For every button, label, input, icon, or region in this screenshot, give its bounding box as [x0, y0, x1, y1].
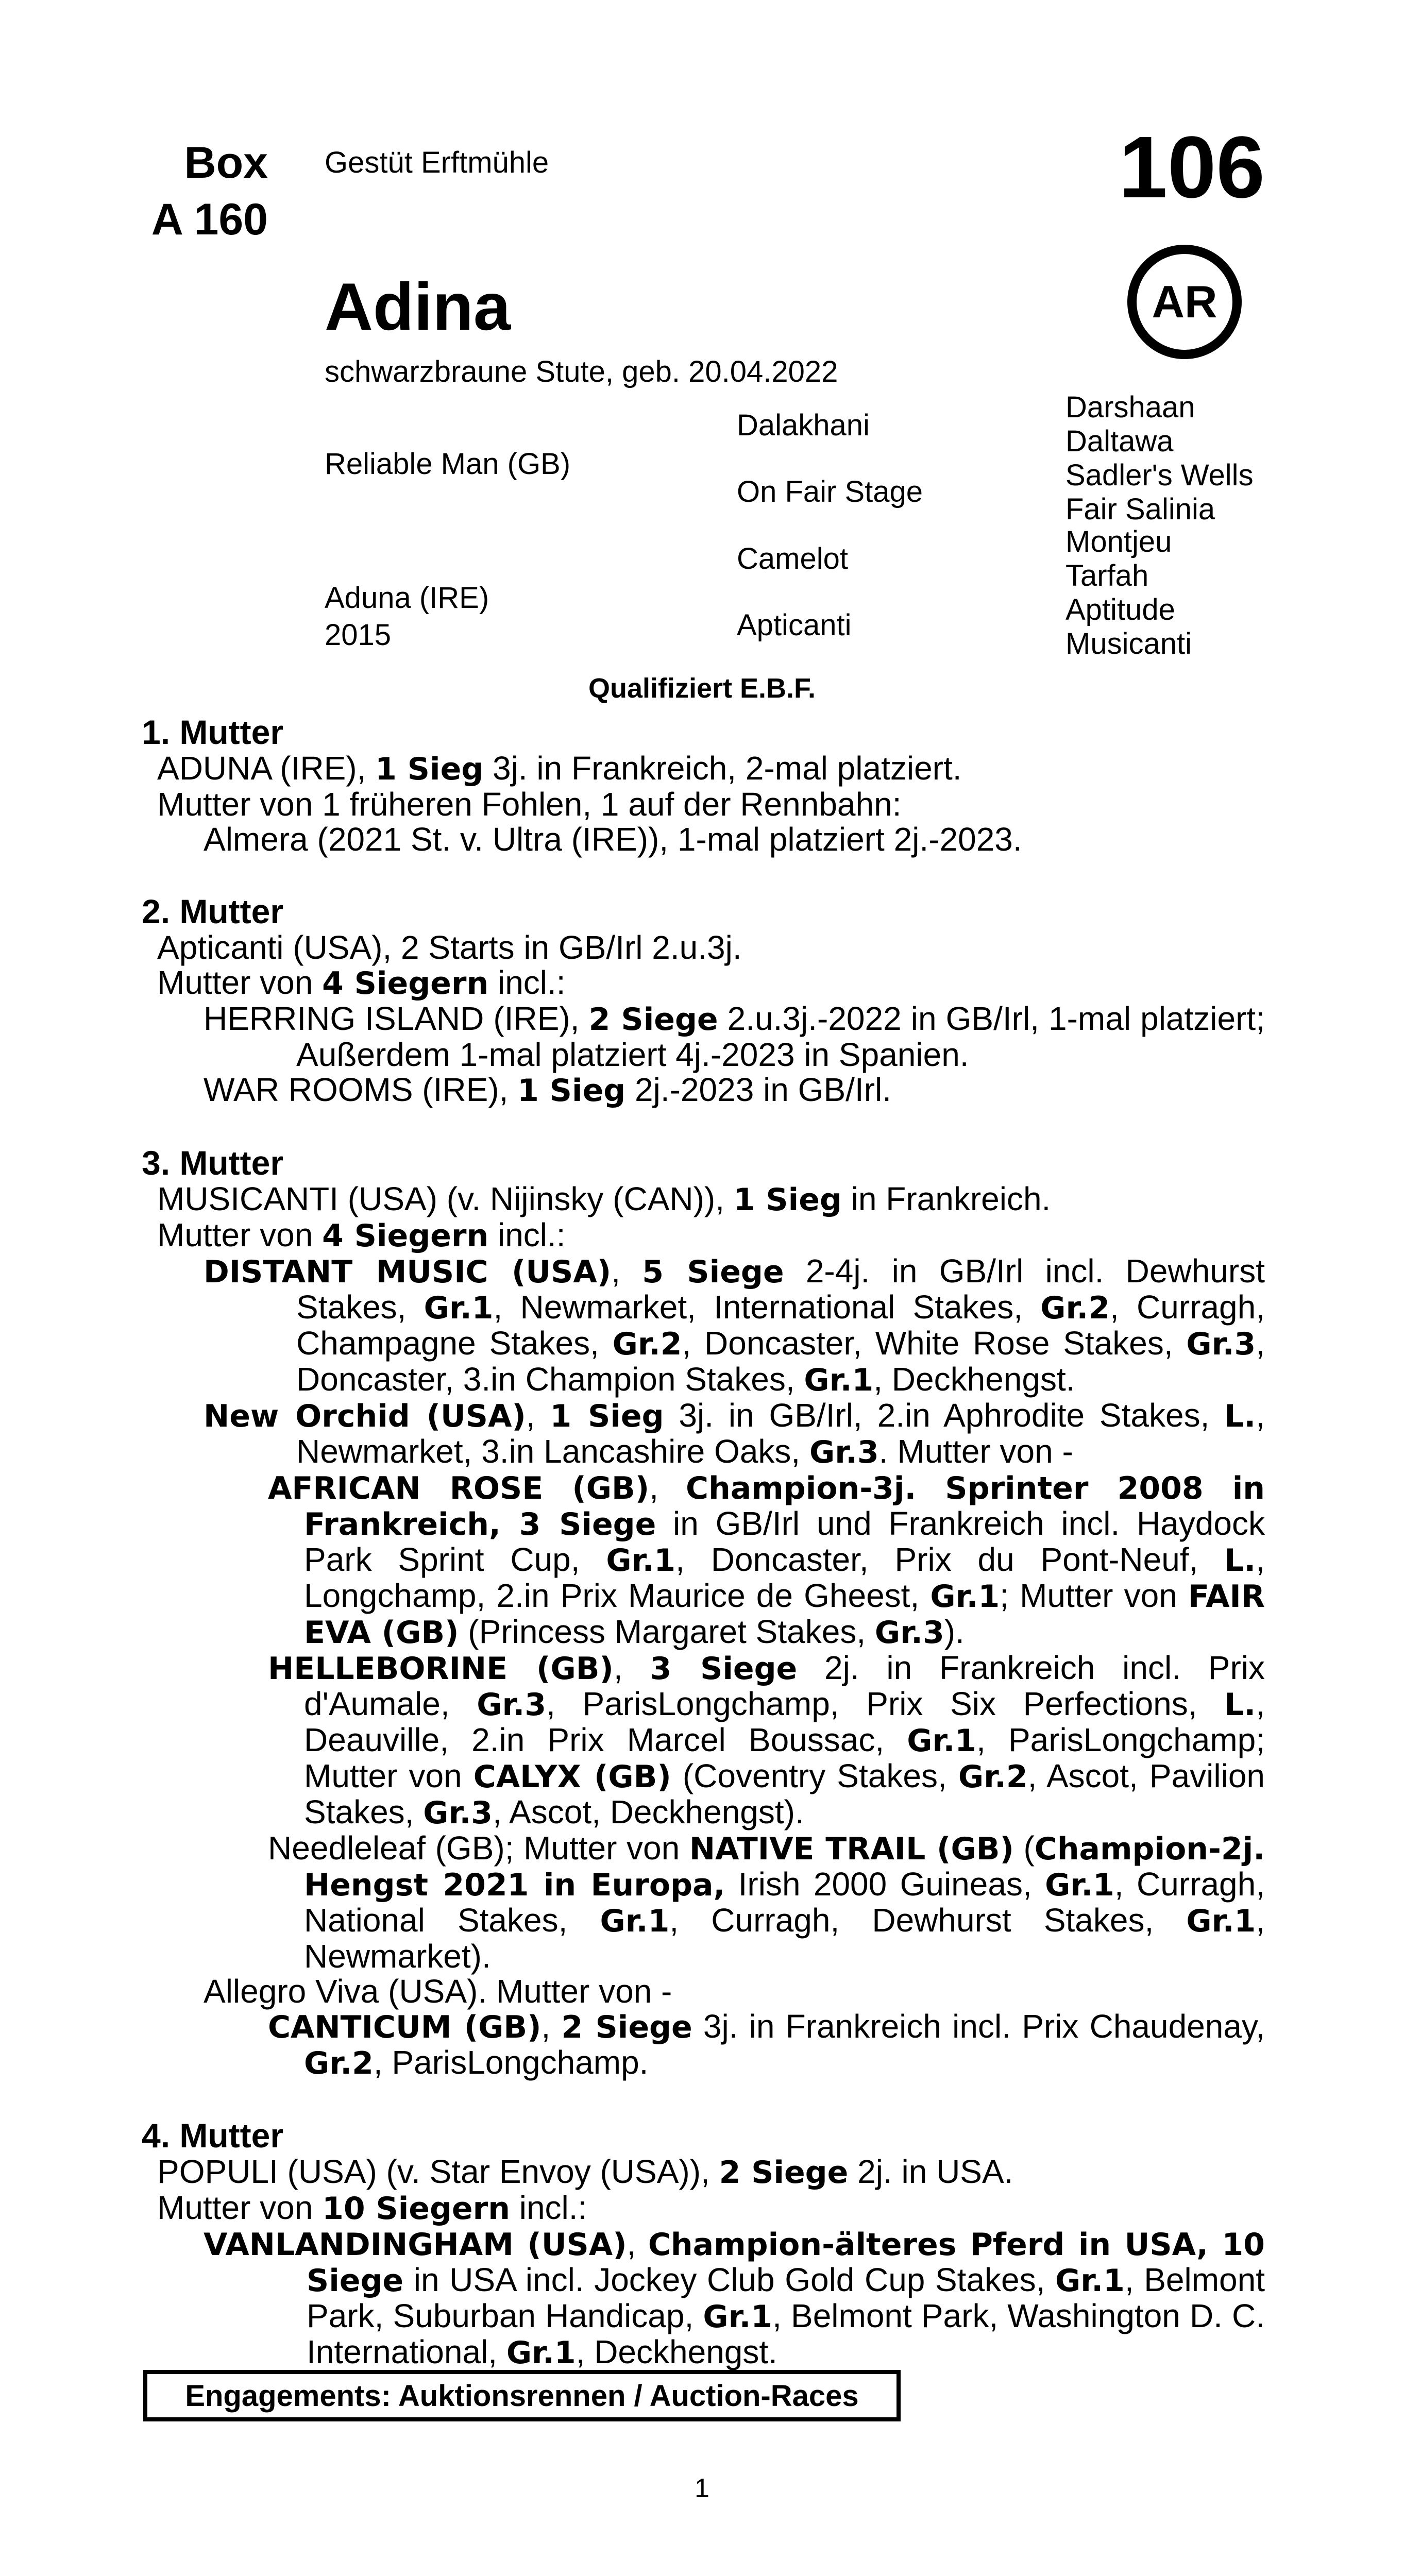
bold-text: L.	[1224, 1398, 1256, 1434]
box-number: A 160	[151, 195, 268, 244]
family-line	[142, 2154, 1265, 2190]
text-run: in Frankreich.	[841, 1180, 1051, 1217]
text-run: 2j. in Frankreich incl. Prix d'Aumale,	[304, 1649, 1265, 1722]
pedigree-grandparent: Apticanti	[737, 608, 852, 642]
text-run: (Coventry Stakes,	[671, 1757, 958, 1794]
bold-text: Gr.3	[477, 1687, 547, 1723]
horse-name: Adina	[325, 269, 511, 344]
family-line	[142, 822, 1265, 857]
family-line	[142, 1831, 1265, 1974]
text-run: , Doncaster, Prix du Pont-Neuf,	[675, 1541, 1225, 1578]
pedigree-great-grandparent: Daltawa	[1065, 425, 1174, 458]
ar-badge: AR	[1127, 245, 1242, 359]
text-run: , Ascot, Deckhengst).	[493, 1793, 804, 1831]
text-run: , Curragh, National Stakes,	[304, 1866, 1265, 1939]
family-line	[142, 1072, 1265, 1108]
pedigree-grandparent: Camelot	[737, 542, 848, 575]
text-run: , Longchamp, 2.in Prix Maurice de Gheest,	[304, 1541, 1265, 1614]
text-run: , Doncaster, White Rose Stakes,	[682, 1325, 1187, 1362]
family-line	[142, 930, 1265, 965]
bold-text: Gr.1	[1055, 2263, 1125, 2299]
text-run: POPULI (USA) (v. Star Envoy (USA)),	[157, 2153, 719, 2190]
family-line	[142, 1001, 1265, 1072]
family-line	[142, 751, 1265, 787]
text-run: , Belmont Park, Washington D. C. International,	[307, 2297, 1265, 2370]
bold-text: Gr.1	[600, 1903, 670, 1939]
text-run: , Deckhengst.	[576, 2333, 777, 2370]
bold-text: Gr.1	[1186, 1903, 1256, 1939]
pedigree-great-grandparent: Musicanti	[1065, 627, 1192, 660]
bold-text: Champion-älteres Pferd in USA, 10 Siege	[307, 2227, 1265, 2299]
bold-text: Gr.1	[1045, 1867, 1114, 1903]
horse-description: schwarzbraune Stute, geb. 20.04.2022	[325, 355, 838, 388]
family-line	[142, 2226, 1265, 2370]
text-run: , Deauville, 2.in Prix Marcel Boussac,	[304, 1685, 1265, 1758]
bold-text: Champion-2j. Hengst 2021 in Europa,	[304, 1831, 1265, 1903]
bold-text: NATIVE TRAIL (GB)	[689, 1831, 1014, 1867]
text-run: Needleleaf (GB); Mutter von	[268, 1829, 689, 1867]
text-run: , Newmarket).	[304, 1902, 1265, 1975]
bold-text: Gr.1	[703, 2299, 773, 2335]
pedigree-dam-year: 2015	[325, 618, 392, 652]
bold-text: VANLANDINGHAM (USA)	[204, 2227, 627, 2263]
section-title: 4. Mutter	[142, 2116, 284, 2155]
bold-text: Champion-3j. Sprinter 2008 in Frankreich, 3 Siege	[304, 1470, 1265, 1543]
pedigree-great-grandparent: Tarfah	[1065, 559, 1149, 592]
bold-text: New Orchid (USA)	[204, 1398, 526, 1434]
text-run: 2j. in USA.	[848, 2153, 1013, 2190]
text-run: ,	[526, 1397, 550, 1434]
text-run: , ParisLongchamp.	[373, 2044, 649, 2081]
text-run: ,	[649, 1469, 686, 1506]
bold-text: 1 Sieg	[517, 1073, 626, 1109]
text-run: incl.:	[510, 2189, 587, 2226]
text-run: Mutter von	[157, 2189, 323, 2226]
bold-text: Gr.2	[304, 2045, 374, 2081]
text-run: ,	[613, 1649, 650, 1686]
family-line	[142, 1470, 1265, 1650]
bold-text: CALYX (GB)	[473, 1759, 671, 1795]
text-run: Almera (2021 St. v. Ultra (IRE)), 1-mal platziert 2j.-2023.	[204, 821, 1022, 858]
pedigree-grandparent: On Fair Stage	[737, 475, 923, 509]
family-line	[142, 1398, 1265, 1470]
text-run: 2-4j. in GB/Irl incl. Dewhurst Stakes,	[296, 1252, 1265, 1326]
text-run: , Doncaster, 3.in Champion Stakes,	[296, 1325, 1265, 1398]
text-run: ).	[944, 1613, 965, 1650]
pedigree-great-grandparent: Fair Salinia	[1065, 493, 1215, 526]
text-run: in USA incl. Jockey Club Gold Cup Stakes,	[403, 2261, 1056, 2298]
bold-text: 4 Siegern	[322, 1218, 489, 1254]
pedigree-grandparent: Dalakhani	[737, 409, 870, 442]
bold-text: L.	[1224, 1687, 1256, 1723]
section-title: 2. Mutter	[142, 892, 284, 930]
section-gap	[142, 2081, 1265, 2117]
family-line	[142, 1217, 1265, 1253]
bold-text: 4 Siegern	[322, 965, 489, 1002]
family-sections	[142, 714, 1265, 2370]
section-title: 3. Mutter	[142, 1144, 284, 1182]
family-line	[142, 1974, 1265, 2009]
bold-text: 2 Siege	[588, 1002, 718, 1038]
pedigree-dam: Aduna (IRE)	[325, 581, 489, 615]
text-run: , Deckhengst.	[873, 1361, 1075, 1398]
engagements-box: Engagements: Auktionsrennen / Auction-Races	[143, 2370, 901, 2421]
bold-text: 1 Sieg	[550, 1398, 664, 1434]
text-run: Mutter von	[157, 1216, 323, 1253]
text-run: (Princess Margaret Stakes,	[459, 1613, 875, 1650]
text-run: ; Mutter von	[1000, 1577, 1188, 1614]
bold-text: 1 Sieg	[375, 751, 484, 787]
family-line	[142, 965, 1265, 1001]
pedigree-great-grandparent: Darshaan	[1065, 391, 1195, 424]
bold-text: Gr.1	[930, 1579, 1000, 1615]
text-run: 3j. in Frankreich incl. Prix Chaudenay,	[692, 2008, 1265, 2045]
page-number: 1	[695, 2473, 709, 2503]
text-run: MUSICANTI (USA) (v. Nijinsky (CAN)),	[157, 1180, 734, 1217]
text-run: ,	[541, 2008, 562, 2045]
pedigree-great-grandparent: Sadler's Wells	[1065, 459, 1254, 492]
pedigree-great-grandparent: Aptitude	[1065, 593, 1175, 626]
bold-text: Gr.2	[1040, 1290, 1110, 1326]
text-run: in GB/Irl und Frankreich incl. Haydock Park Sprint Cup,	[304, 1505, 1265, 1578]
text-run: , Newmarket, 3.in Lancashire Oaks,	[296, 1397, 1265, 1470]
text-run: , ParisLongchamp, Prix Six Perfections,	[546, 1685, 1225, 1722]
bold-text: Gr.1	[506, 2335, 576, 2371]
text-run: Irish 2000 Guineas,	[725, 1866, 1045, 1903]
bold-text: CANTICUM (GB)	[268, 2009, 542, 2045]
text-run: Mutter von	[157, 964, 323, 1001]
box-label: Box	[184, 138, 268, 188]
text-run: , Curragh, Dewhurst Stakes,	[669, 1902, 1187, 1939]
text-run: ,	[611, 1252, 642, 1290]
text-run: . Mutter von -	[878, 1433, 1073, 1470]
section-title: 1. Mutter	[142, 713, 284, 751]
bold-text: AFRICAN ROSE (GB)	[268, 1470, 650, 1506]
bold-text: Gr.3	[1186, 1326, 1256, 1362]
family-line	[142, 1650, 1265, 1831]
text-run: Allegro Viva (USA). Mutter von -	[204, 1973, 672, 2010]
family-line	[142, 1181, 1265, 1217]
text-run: Apticanti (USA), 2 Starts in GB/Irl 2.u.3j.	[157, 929, 742, 966]
bold-text: 1 Sieg	[733, 1182, 842, 1218]
bold-text: Gr.2	[958, 1759, 1028, 1795]
bold-text: DISTANT MUSIC (USA)	[204, 1254, 612, 1290]
text-run: ,	[627, 2225, 648, 2262]
section-gap	[142, 857, 1265, 893]
text-run: (	[1013, 1829, 1035, 1867]
breeder-name: Gestüt Erftmühle	[325, 146, 549, 179]
bold-text: Gr.3	[874, 1615, 944, 1651]
text-run: 2.u.3j.-2022 in GB/Irl, 1-mal platziert; Außerdem 1-mal platziert 4j.-2023 in Spanien.	[296, 1000, 1265, 1073]
section-gap	[142, 1108, 1265, 1144]
bold-text: 2 Siege	[719, 2155, 849, 2191]
bold-text: Gr.2	[612, 1326, 682, 1362]
text-run: , Ascot, Pavilion Stakes,	[304, 1757, 1265, 1831]
bold-text: FAIR EVA (GB)	[304, 1579, 1265, 1651]
family-line	[142, 1253, 1265, 1398]
pedigree-great-grandparent: Montjeu	[1065, 525, 1172, 558]
text-run: , ParisLongchamp; Mutter von	[304, 1721, 1265, 1794]
bold-text: 2 Siege	[561, 2009, 692, 2045]
text-run: 3j. in GB/Irl, 2.in Aphrodite Stakes,	[664, 1397, 1225, 1434]
text-run: Mutter von 1 früheren Fohlen, 1 auf der Rennbahn:	[157, 786, 902, 823]
text-run: 3j. in Frankreich, 2-mal platziert.	[483, 750, 962, 787]
text-run: incl.:	[488, 964, 566, 1001]
bold-text: Gr.3	[809, 1434, 879, 1470]
bold-text: 3 Siege	[650, 1651, 798, 1687]
text-run: WAR ROOMS (IRE),	[204, 1071, 518, 1108]
bold-text: Gr.1	[424, 1290, 494, 1326]
text-run: 2j.-2023 in GB/Irl.	[625, 1071, 891, 1108]
text-run: ADUNA (IRE),	[157, 750, 376, 787]
text-run: incl.:	[488, 1216, 566, 1253]
family-line	[142, 2009, 1265, 2081]
text-run: , Curragh, Champagne Stakes,	[296, 1289, 1265, 1362]
pedigree-sire: Reliable Man (GB)	[325, 447, 571, 481]
bold-text: Gr.3	[423, 1795, 493, 1831]
qualification-note: Qualifiziert E.B.F.	[588, 673, 816, 704]
bold-text: 5 Siege	[642, 1254, 784, 1290]
bold-text: HELLEBORINE (GB)	[268, 1651, 614, 1687]
bold-text: L.	[1224, 1543, 1256, 1579]
family-line	[142, 787, 1265, 822]
bold-text: Gr.1	[804, 1362, 874, 1398]
lot-number: 106	[1119, 118, 1265, 216]
family-line	[142, 2190, 1265, 2226]
text-run: HERRING ISLAND (IRE),	[204, 1000, 589, 1037]
text-run: , Belmont Park, Suburban Handicap,	[307, 2261, 1265, 2334]
text-run: , Newmarket, International Stakes,	[493, 1289, 1041, 1326]
bold-text: Gr.1	[907, 1723, 977, 1759]
bold-text: Gr.1	[606, 1543, 676, 1579]
bold-text: 10 Siegern	[322, 2191, 510, 2227]
